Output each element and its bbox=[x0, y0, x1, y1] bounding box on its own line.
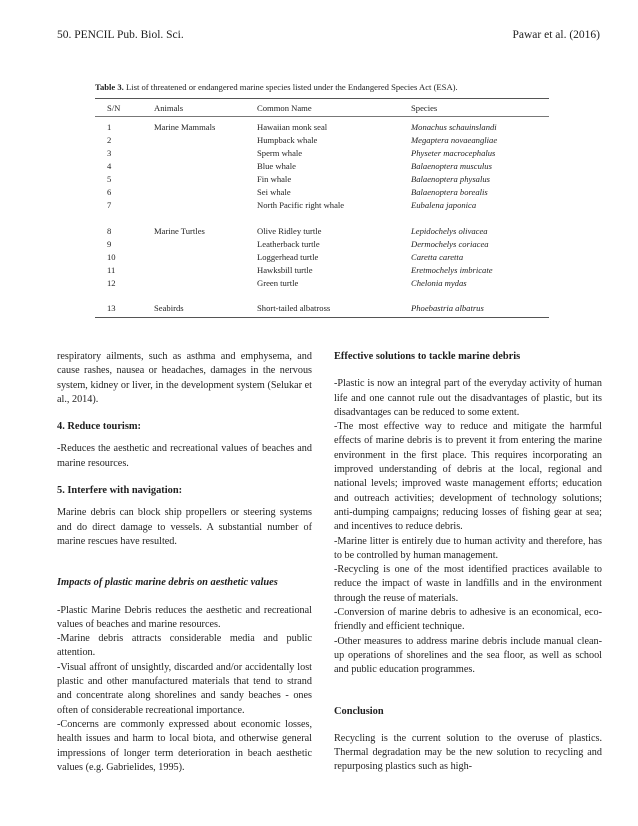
cell-animal: Marine Mammals bbox=[154, 122, 216, 132]
paragraph-navigation: Marine debris can block ship propellers or steering systems and do direct damage to vessels. A substantial number of marine rescues have resulted. bbox=[57, 507, 312, 547]
cell-sn: 12 bbox=[107, 278, 116, 288]
cell-sn: 9 bbox=[107, 239, 112, 249]
cell-sn: 11 bbox=[107, 265, 116, 275]
paragraph-aesthetic-1: -Plastic Marine Debris reduces the aesthetic and recreational values of beaches and marine resources. bbox=[57, 604, 312, 630]
heading-conclusion: Conclusion bbox=[334, 705, 384, 717]
cell-common-name: Hawksbill turtle bbox=[257, 265, 313, 275]
paragraph-aesthetic-3: -Visual affront of unsightly, discarded and/or accidentally lost plastic and other manufactured materials that tend to strand and concentrate along shorelines and sandy beaches - ones often of considerable recreational importance. bbox=[57, 661, 312, 716]
cell-sn: 1 bbox=[107, 122, 112, 132]
table-caption-label: Table 3. bbox=[95, 82, 124, 92]
paragraph-solution-6: -Other measures to address marine debris include manual clean-up operations of shorelines and the sea floor, as well as school and public education programmes. bbox=[334, 635, 602, 676]
cell-species: Dermochelys coriacea bbox=[411, 239, 489, 249]
cell-common-name: Sei whale bbox=[257, 187, 291, 197]
cell-sn: 6 bbox=[107, 187, 112, 197]
cell-species: Phoebastria albatrus bbox=[411, 303, 484, 313]
paragraph-conclusion: Recycling is the current solution to the overuse of plastics. Thermal degradation may be the new solution to recycling and repurposing plastics such as high- bbox=[334, 732, 602, 773]
cell-sn: 10 bbox=[107, 252, 116, 262]
cell-common-name: Sperm whale bbox=[257, 148, 303, 158]
cell-sn: 2 bbox=[107, 135, 112, 145]
table-header-rule bbox=[95, 116, 549, 117]
heading-navigation: 5. Interfere with navigation: bbox=[57, 485, 183, 497]
cell-sn: 13 bbox=[107, 303, 116, 313]
cell-species: Physeter macrocephalus bbox=[411, 148, 496, 158]
table-bottom-rule bbox=[95, 317, 549, 318]
cell-sn: 7 bbox=[107, 200, 112, 210]
paragraph-respiratory: respiratory ailments, such as asthma and emphysema, and cause rashes, nausea or headaches, damages in the nervous system, kidney or liver, in the development system (Selukar et al., 2014). bbox=[57, 351, 312, 405]
paragraph-solution-1: -Plastic is now an integral part of the everyday activity of human life and one cannot rule out the disadvantages of plastic, but its disadvantages can be reduced to some extent. bbox=[334, 378, 602, 418]
left-column bbox=[57, 350, 312, 775]
right-column bbox=[334, 350, 602, 775]
author-citation: Pawar et al. (2016) bbox=[512, 29, 600, 41]
cell-species: Balaenoptera borealis bbox=[411, 187, 488, 197]
cell-common-name: Blue whale bbox=[257, 161, 296, 171]
cell-species: Eretmochelys imbricate bbox=[411, 265, 493, 275]
column-header-common-name: Common Name bbox=[257, 103, 312, 113]
cell-species: Chelonia mydas bbox=[411, 278, 467, 288]
heading-aesthetic-impacts: Impacts of plastic marine debris on aesthetic values bbox=[57, 577, 278, 589]
cell-animal: Seabirds bbox=[154, 303, 184, 313]
cell-common-name: Green turtle bbox=[257, 278, 299, 288]
cell-species: Lepidochelys olivacea bbox=[411, 226, 488, 236]
column-header-species: Species bbox=[411, 103, 438, 113]
cell-common-name: Fin whale bbox=[257, 174, 292, 184]
cell-common-name: North Pacific right whale bbox=[257, 200, 345, 210]
journal-citation: 50. PENCIL Pub. Biol. Sci. bbox=[57, 29, 184, 41]
table-caption-text: List of threatened or endangered marine species listed under the Endangered Species Act (ESA). bbox=[123, 82, 458, 92]
cell-common-name: Hawaiian monk seal bbox=[257, 122, 328, 132]
cell-sn: 4 bbox=[107, 161, 112, 171]
paragraph-tourism: -Reduces the aesthetic and recreational values of beaches and marine resources. bbox=[57, 443, 312, 469]
cell-common-name: Leatherback turtle bbox=[257, 239, 320, 249]
cell-sn: 3 bbox=[107, 148, 112, 158]
column-header-sn: S/N bbox=[107, 103, 121, 113]
cell-species: Balaenoptera physalus bbox=[411, 174, 491, 184]
cell-species: Balaenoptera musculus bbox=[411, 161, 492, 171]
cell-common-name: Olive Ridley turtle bbox=[257, 226, 322, 236]
cell-animal: Marine Turtles bbox=[154, 226, 205, 236]
paragraph-solution-2: -The most effective way to reduce and mitigate the harmful effects of marine debris is to prevent it from entering the marine environment in the first place. This requires incorporating an improved understanding of debris at the local, regional and national levels; improved waste management efforts; education and outreach activities; development of technology solutions; anti-dumping campaigns; reducing losses of fishing gear at sea; and incentives to reduce debris. bbox=[334, 421, 602, 533]
paragraph-solution-5: -Conversion of marine debris to adhesive is an economical, eco-friendly and efficient technique. bbox=[334, 607, 602, 633]
cell-species: Eubalena japonica bbox=[411, 200, 477, 210]
table-caption bbox=[95, 82, 575, 92]
cell-common-name: Humpback whale bbox=[257, 135, 318, 145]
cell-sn: 5 bbox=[107, 174, 112, 184]
cell-species: Megaptera novaeangliae bbox=[411, 135, 498, 145]
table-top-rule bbox=[95, 98, 549, 99]
paragraph-solution-4: -Recycling is one of the most identified practices available to reduce the impact of waste in landfills and in the environment through the reuse of materials. bbox=[334, 564, 602, 604]
cell-common-name: Loggerhead turtle bbox=[257, 252, 319, 262]
heading-reduce-tourism: 4. Reduce tourism: bbox=[57, 421, 141, 433]
cell-species: Caretta caretta bbox=[411, 252, 464, 262]
paragraph-aesthetic-2: -Marine debris attracts considerable media and public attention. bbox=[57, 633, 312, 659]
cell-sn: 8 bbox=[107, 226, 112, 236]
heading-effective-solutions: Effective solutions to tackle marine debris bbox=[334, 351, 521, 362]
paragraph-aesthetic-4: -Concerns are commonly expressed about economic losses, health issues and harm to local biota, and otherwise general impressions of longer term deterioration in beach aesthetic values (e.g. Gabrielides, 1995). bbox=[57, 718, 312, 773]
column-header-animals: Animals bbox=[154, 103, 184, 113]
cell-species: Monachus schauinslandi bbox=[411, 122, 497, 132]
paragraph-solution-3: -Marine litter is entirely due to human activity and therefore, has to be controlled by human management. bbox=[334, 535, 602, 561]
cell-common-name: Short-tailed albatross bbox=[257, 303, 331, 313]
